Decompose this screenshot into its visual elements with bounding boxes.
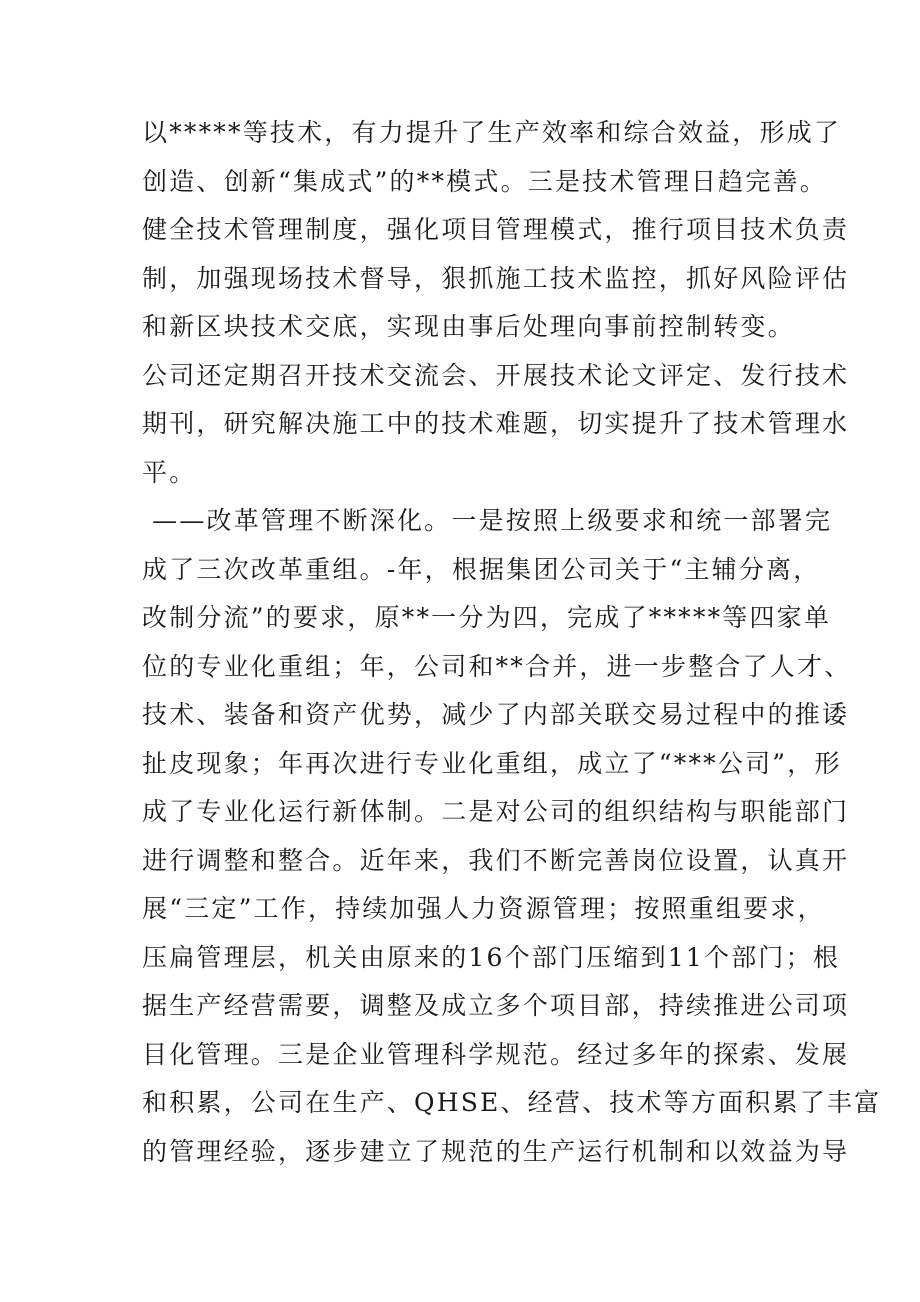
text-line: 压扁管理层，机关由原来的16个部门压缩到11个部门；根: [142, 942, 841, 972]
text-line: 位的专业化重组；年，公司和**合并，进一步整合了人才、: [142, 651, 852, 681]
text-line: 成了专业化运行新体制。二是对公司的组织结构与职能部门: [142, 797, 850, 826]
text-line: 展“三定”工作，持续加强人力资源管理；按照重组要求，: [142, 894, 825, 923]
text-line: 制，加强现场技术督导，狠抓施工技术监控，抓好风险评估: [142, 263, 850, 293]
text-line: 平。: [142, 457, 197, 487]
text-line: 创造、创新“集成式”的**模式。三是技术管理日趋完善。: [142, 166, 827, 196]
text-line: 技术、装备和资产优势，减少了内部关联交易过程中的推诿: [142, 700, 850, 729]
text-line: 公司还定期召开技术交流会、开展技术论文评定、发行技术: [142, 360, 850, 390]
text-line: 以*****等技术，有力提升了生产效率和综合效益，形成了: [142, 118, 842, 147]
text-line: 改制分流”的要求，原**一分为四，完成了*****等四家单: [142, 603, 832, 632]
text-line: 健全技术管理制度，强化项目管理模式，推行项目技术负责: [142, 215, 850, 244]
text-line: 期刊，研究解决施工中的技术难题，切实提升了技术管理水: [142, 409, 850, 438]
text-line: 成了三次改革重组。-年，根据集团公司关于“主辅分离，: [142, 554, 821, 584]
text-line: 和新区块技术交底，实现由事后处理向事前控制转变。: [142, 312, 795, 341]
text-line: 的管理经验，逐步建立了规范的生产运行机制和以效益为导: [142, 1136, 850, 1166]
text-line: 目化管理。三是企业管理科学规范。经过多年的探索、发展: [142, 1039, 850, 1069]
text-line: 和积累，公司在生产、QHSE、经营、技术等方面积累了丰富: [142, 1088, 882, 1117]
text-line: 据生产经营需要，调整及成立多个项目部，持续推进公司项: [142, 991, 850, 1020]
document-body: [142, 109, 882, 1176]
text-line: 进行调整和整合。近年来，我们不断完善岗位设置，认真开: [142, 845, 850, 875]
text-line: 扯皮现象；年再次进行专业化重组，成立了“***公司”，形: [142, 748, 842, 778]
text-line: ——改革管理不断深化。一是按照上级要求和统一部署完: [142, 506, 833, 535]
